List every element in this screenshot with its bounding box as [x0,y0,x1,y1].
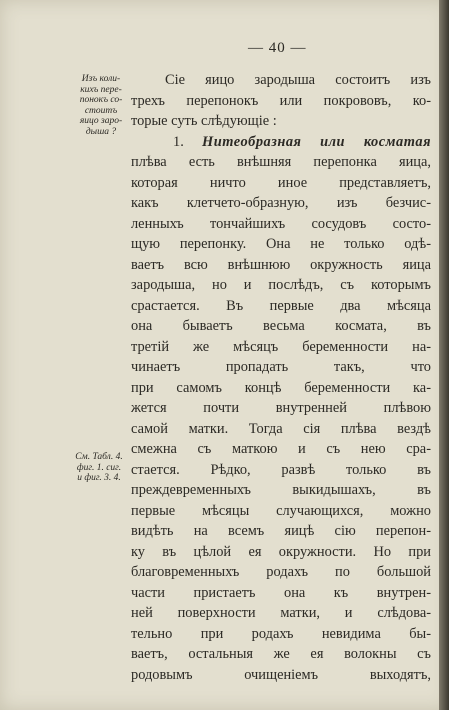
text-line: третій же мѣсяцъ беременности на- [131,338,431,355]
item-number: 1. [173,133,203,150]
text-line: части пристаетъ она къ внутрен- [131,584,431,601]
text-line-numbered [131,132,431,153]
text-line: ваетъ всю внѣшнюю окружность яица [131,256,431,273]
text-line: которая ничто иное представляетъ, [131,174,431,191]
margin-note-line: дыша ? [85,126,117,137]
text-line: трехъ перепонокъ или покрововъ, ко- [131,92,431,109]
text-line: при самомъ концѣ беременности ка- [131,379,431,396]
text-line: ней поверхности матки, и слѣдова- [131,605,431,621]
text-line: смежна съ маткою и съ нею сра- [131,441,431,457]
page-edge-shadow [439,0,449,710]
text-line: стается. Рѣдко, развѣ только въ [131,461,431,478]
margin-note-line: Изъ коли- [81,74,121,84]
margin-note-figure-reference [60,452,138,484]
text-line: торые суть слѣдующіе : [131,113,277,129]
text-line: самой матки. Тогда сія плѣва вездѣ [131,420,431,437]
text-line: ленныхъ тончайшихъ сосудовъ состо- [131,215,431,232]
text-line: жется почти внутренней плѣвою [131,400,431,416]
margin-note-line: фиг. 1. сиг. [76,462,122,473]
text-line: первые мѣсяцы случающихся, можно [131,502,431,519]
text-line: благовременныхъ родахъ по большой [131,564,431,580]
margin-note-line: стоитъ [84,105,118,116]
text-line: ваетъ, остальныя же ея волокны съ [131,646,431,662]
text-line: преждевременныхъ выкидышахъ, въ [131,482,431,498]
text-line: родовымъ очищеніемъ выходятъ, [131,666,431,683]
margin-note-line: понокъ со- [79,95,123,105]
margin-note-line: кихъ пере- [80,84,122,95]
main-paragraph [131,70,431,685]
margin-note-line: См. Табл. 4. [75,452,123,462]
text-line: видѣть на всемъ яицѣ сію перепон- [131,523,431,539]
margin-note-question [60,74,142,137]
text-line: плѣва есть внѣшняя перепонка яица, [131,154,431,170]
margin-note-line: яицо заро- [79,116,123,126]
text-line: Сіе яицо зародыша состоитъ изъ [165,72,431,88]
page-number: — 40 — [248,40,307,56]
text-line: она бываетъ весьма космата, въ [131,318,431,334]
margin-note-line: и фиг. 3. 4. [77,473,121,483]
text-line: срастается. Въ первые два мѣсяца [131,297,431,314]
text-line: щую перепонку. Она не только одѣ- [131,236,431,252]
text-line: тельно при родахъ невидима бы- [131,625,431,642]
text-line: зародыша, но и послѣдъ, съ которымъ [131,277,431,293]
text-line: какъ клетчето-образную, изъ безчис- [131,195,431,211]
text-line: ку въ цѣлой ея окружности. Но при [131,543,431,560]
emphasized-term: Нитеобразная или косматая [202,133,431,150]
text-line: чинаетъ пропадать такъ, что [131,359,431,375]
